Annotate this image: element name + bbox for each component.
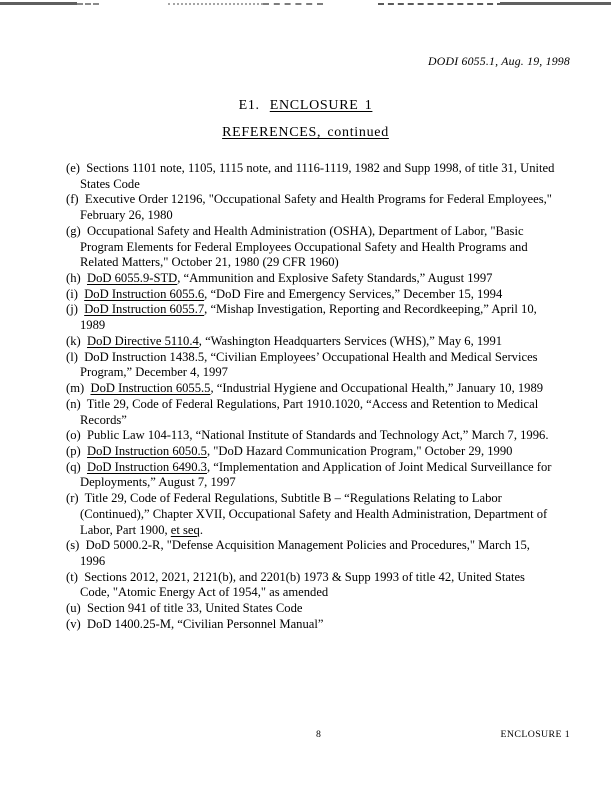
references-heading-text: REFERENCES, continued [222, 125, 389, 140]
reference-text: Executive Order 12196, "Occupational Safety and Health Programs for Federal Employees," February 26, 1980 [80, 192, 552, 223]
reference-text: DoD Instruction 6055.7 [84, 302, 205, 317]
reference-item [66, 601, 557, 617]
reference-label: (m) [66, 381, 85, 396]
reference-text: , "DoD Hazard Communication Program," October 29, 1990 [206, 443, 513, 458]
reference-list [66, 161, 557, 633]
reference-item [66, 617, 557, 633]
reference-text: DoD Instruction 6055.6 [84, 286, 205, 301]
reference-text: , “Ammunition and Explosive Safety Standards,” August 1997 [177, 271, 493, 286]
reference-label: (f) [66, 192, 79, 207]
enclosure-heading [0, 98, 611, 114]
reference-text: et seq [170, 522, 200, 537]
reference-text: DoD Instruction 6490.3 [86, 459, 207, 474]
reference-text: DoD 6055.9-STD [86, 271, 178, 286]
reference-label: (o) [66, 428, 81, 443]
references-heading [0, 125, 611, 141]
reference-text: Title 29, Code of Federal Regulations, Part 1910.1020, “Access and Retention to Medical Records” [80, 396, 539, 427]
reference-text: DoD Instruction 6055.5 [90, 381, 211, 396]
reference-item [66, 302, 557, 333]
reference-text: , “Industrial Hygiene and Occupational Health,” January 10, 1989 [210, 381, 544, 396]
enclosure-heading-prefix: E1. [238, 98, 260, 113]
reference-label: (g) [66, 223, 81, 238]
reference-item [66, 428, 557, 444]
reference-text: , “Mishap Investigation, Reporting and Recordkeeping,” April 10, 1989 [80, 302, 537, 333]
reference-text: Section 941 of title 33, United States Code [86, 601, 303, 616]
reference-label: (j) [66, 302, 78, 317]
reference-item [66, 460, 557, 491]
scan-artifact-segment [378, 3, 503, 5]
reference-item [66, 334, 557, 350]
scan-artifact-segment [263, 3, 323, 5]
scan-artifact-segment [0, 2, 77, 5]
reference-label: (s) [66, 538, 80, 553]
reference-text: , “Washington Headquarters Services (WHS),” May 6, 1991 [198, 333, 503, 348]
reference-item [66, 538, 557, 569]
reference-text: Sections 1101 note, 1105, 1115 note, and 1116-1119, 1982 and Supp 1998, of title 31, United States Code [80, 161, 555, 191]
reference-item [66, 444, 557, 460]
reference-label: (r) [66, 491, 79, 506]
reference-item [66, 491, 557, 538]
scan-artifact-segment [77, 3, 99, 5]
reference-text: Occupational Safety and Health Administration (OSHA), Department of Labor, "Basic Program Elements for Federal Employees Occupational Safety and Health Programs and Related Matters," October 21, 1980 (29 CFR 1960) [80, 223, 528, 270]
reference-text: DoD 5000.2-R, "Defense Acquisition Management Policies and Procedures," March 15, 1996 [80, 538, 530, 568]
reference-text: DoD 1400.25-M, “Civilian Personnel Manual” [86, 616, 324, 631]
reference-label: (i) [66, 286, 78, 301]
reference-text: DoD Directive 5110.4 [86, 333, 199, 348]
reference-text: DoD Instruction 6050.5 [86, 443, 207, 458]
reference-item [66, 271, 557, 287]
reference-label: (n) [66, 396, 81, 411]
scan-artifact-segment [500, 2, 611, 5]
reference-label: (h) [66, 271, 81, 286]
reference-text: Sections 2012, 2021, 2121(b), and 2201(b) 1973 & Supp 1993 of title 42, United States Code, "Atomic Energy Act of 1954," as amended [80, 569, 525, 600]
reference-label: (q) [66, 459, 81, 474]
reference-item [66, 224, 557, 271]
footer-page-number: 8 [316, 729, 321, 740]
reference-label: (p) [66, 443, 81, 458]
reference-text: Title 29, Code of Federal Regulations, Subtitle B – “Regulations Relating to Labor (Continued),” Chapter XVII, Occupational Safety and Health Administration, Department of Labor, Part 1900, [80, 491, 548, 537]
reference-label: (v) [66, 616, 81, 631]
reference-label: (l) [66, 349, 78, 364]
enclosure-heading-title: ENCLOSURE 1 [269, 98, 373, 113]
reference-text: , “Implementation and Application of Joint Medical Surveillance for Deployments,” August 7, 1997 [80, 459, 552, 490]
reference-item [66, 570, 557, 601]
reference-item [66, 287, 557, 303]
reference-item [66, 397, 557, 428]
reference-item [66, 161, 557, 192]
reference-text: Public Law 104-113, “National Institute of Standards and Technology Act,” March 7, 1996. [86, 428, 549, 443]
reference-label: (u) [66, 601, 81, 616]
scan-artifact-segment [168, 3, 263, 5]
document-header: DODI 6055.1, Aug. 19, 1998 [428, 54, 570, 68]
reference-text: , “DoD Fire and Emergency Services,” December 15, 1994 [204, 286, 503, 301]
reference-label: (t) [66, 569, 78, 584]
reference-label: (e) [66, 161, 80, 175]
reference-item [66, 381, 557, 397]
reference-text: DoD Instruction 1438.5, “Civilian Employees’ Occupational Health and Medical Services Program,” December 4, 1997 [80, 349, 538, 380]
footer-enclosure-label: ENCLOSURE 1 [500, 729, 570, 740]
reference-item [66, 192, 557, 223]
reference-text: . [199, 522, 203, 537]
reference-item [66, 350, 557, 381]
reference-label: (k) [66, 333, 81, 348]
